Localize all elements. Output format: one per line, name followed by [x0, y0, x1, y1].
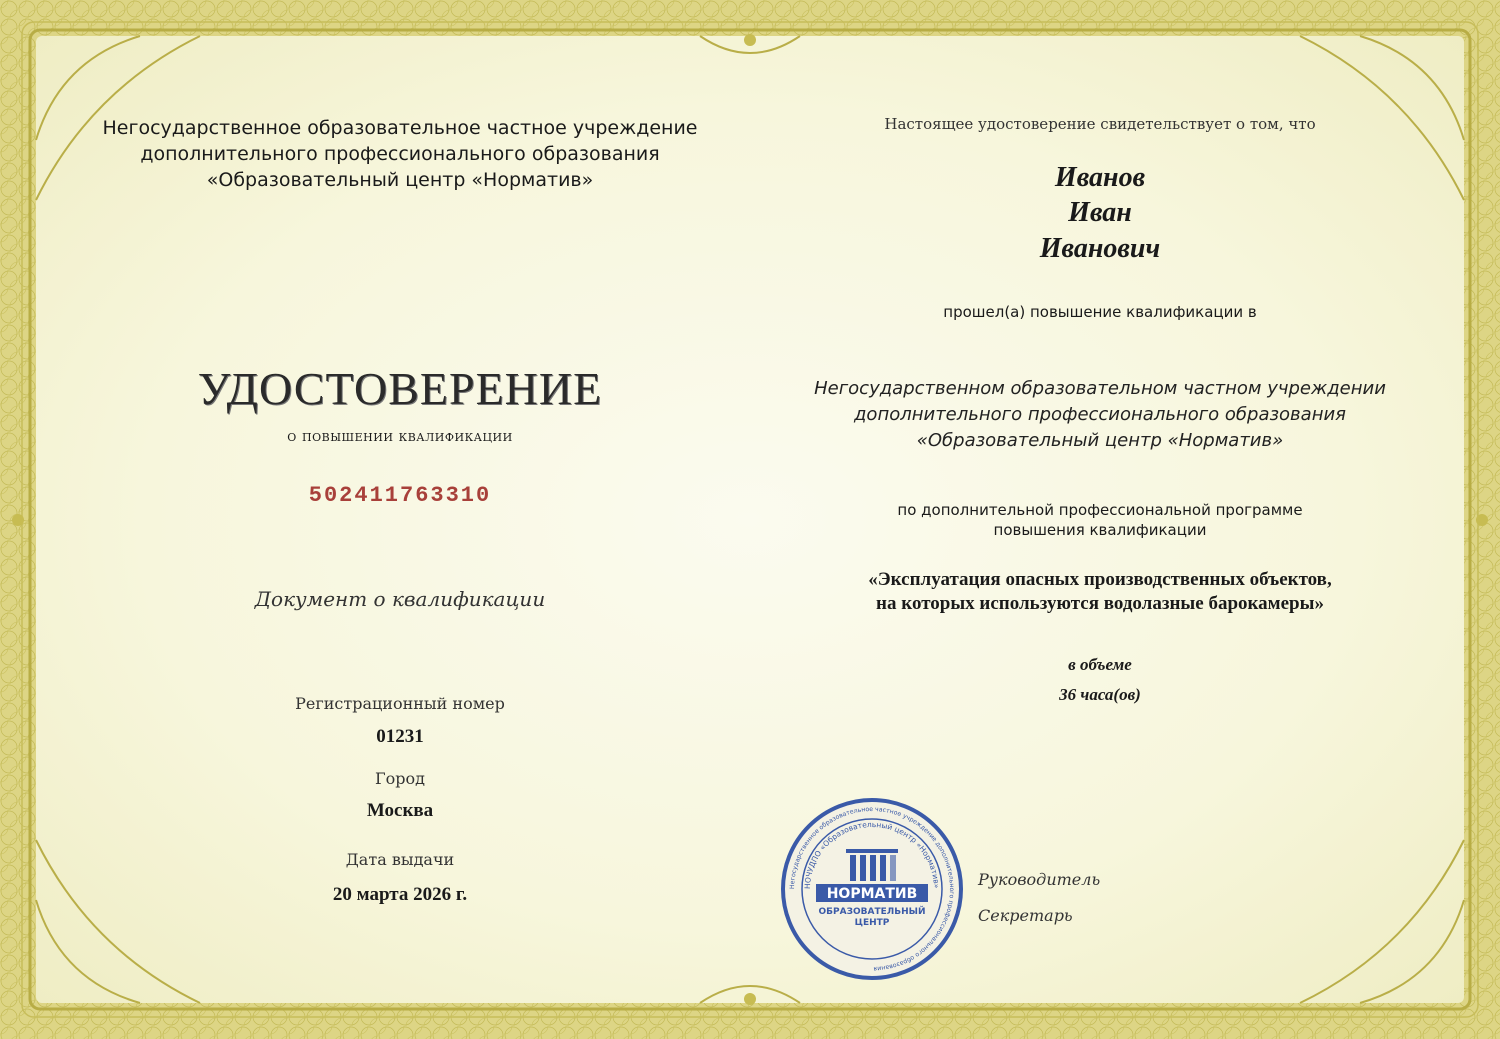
registration-label: Регистрационный номер	[295, 694, 505, 713]
serial-number: 502411763310	[308, 483, 492, 508]
issuer-line: Негосударственное образовательное частное учреждение	[102, 117, 698, 139]
issuer-line: дополнительного профессионального образования	[140, 143, 660, 165]
training-org-line: Негосударственном образовательном частном учреждении	[814, 378, 1386, 399]
program-name	[790, 568, 1410, 616]
document-title: УДОСТОВЕРЕНИЕ	[197, 363, 603, 414]
program-name-line: «Эксплуатация опасных производственных объектов,	[868, 569, 1332, 590]
training-org-line: дополнительного профессионального образования	[853, 404, 1346, 425]
seal-inner-text: НОЧУДПО «Образовательный центр «Норматив»	[802, 819, 942, 890]
document-kind: Документ о квалификации	[254, 587, 546, 611]
seal-caption-line1: ОБРАЗОВАТЕЛЬНЫЙ	[818, 907, 926, 917]
volume-value: 36 часа(ов)	[1059, 685, 1141, 704]
issue-date: 20 марта 2026 г.	[332, 884, 468, 905]
program-label	[790, 500, 1410, 540]
program-name-line: на которых используются водолазные барокамеры»	[876, 593, 1324, 614]
document-subtitle: о повышении квалификации	[287, 427, 513, 445]
issuer-line: «Образовательный центр «Норматив»	[206, 169, 594, 191]
head-label: Руководитель	[978, 870, 1101, 889]
seal-caption-line2: ЦЕНТР	[854, 918, 890, 928]
passed-text: прошел(а) повышение квалификации в	[943, 303, 1257, 321]
program-label-line: повышения квалификации	[993, 521, 1207, 539]
issuer-organization	[60, 115, 740, 193]
seal-brand: НОРМАТИВ	[826, 886, 918, 902]
training-org-line: «Образовательный центр «Норматив»	[916, 430, 1284, 451]
city-value: Москва	[366, 800, 434, 821]
training-organization	[790, 376, 1410, 454]
organization-seal	[780, 797, 964, 981]
city-label: Город	[375, 769, 425, 788]
recipient-first-name: Иван	[1068, 197, 1132, 228]
recipient-patronymic: Иванович	[1039, 233, 1161, 264]
program-label-line: по дополнительной профессиональной программе	[897, 501, 1303, 519]
registration-number: 01231	[376, 726, 424, 747]
intro-text: Настоящее удостоверение свидетельствует о том, что	[884, 115, 1316, 133]
recipient-surname: Иванов	[1054, 162, 1146, 193]
seal-outer-text: Негосударственное образовательное частное учреждение дополнительного профессионального образования	[788, 805, 956, 973]
issue-date-label: Дата выдачи	[345, 850, 455, 869]
volume-label: в объеме	[1068, 655, 1132, 674]
secretary-label: Секретарь	[978, 906, 1073, 925]
